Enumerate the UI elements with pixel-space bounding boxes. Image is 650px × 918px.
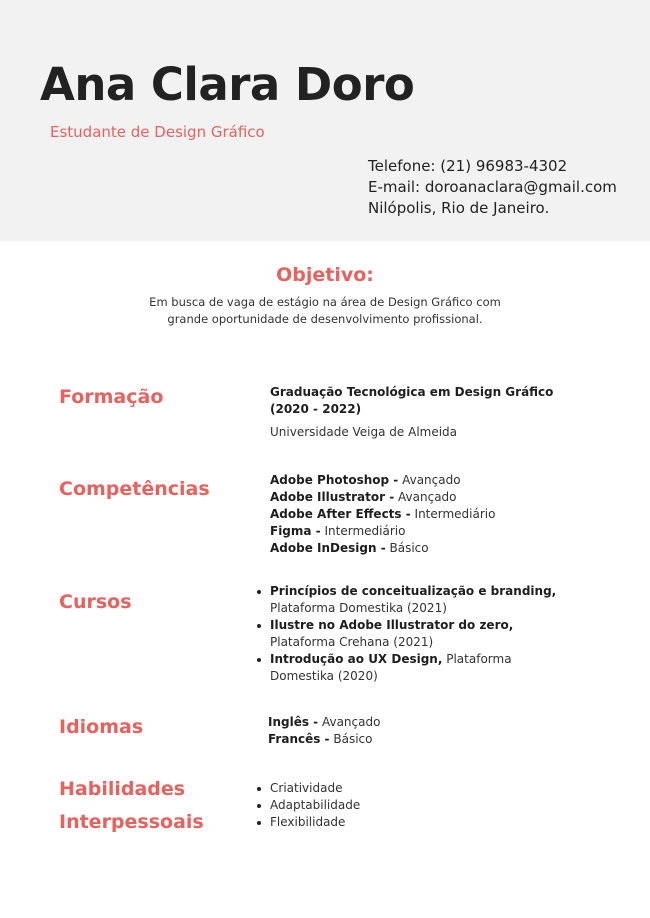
skill-item: Criatividade [270,780,360,797]
location-text: Nilópolis, Rio de Janeiro. [368,199,550,217]
formacao-body [270,384,553,441]
phone-text: Telefone: (21) 96983-4302 [368,157,568,175]
contact-info [368,156,617,219]
section-title-competencias: Competências [59,478,210,500]
competencias-list [270,472,495,557]
competency-item: Adobe Illustrator - Avançado [270,490,457,504]
section-title-formacao: Formação [59,386,164,408]
bullet-icon [257,821,261,825]
section-title-cursos: Cursos [59,591,132,613]
language-item: Francês - Básico [268,732,373,746]
course-item: Princípios de conceitualização e branding, Plataforma Domestika (2021) [270,583,556,617]
degree-name: Graduação Tecnológica em Design Gráfico [270,385,554,399]
email-text: E-mail: doroanaclara@gmail.com [368,178,617,196]
competency-item: Adobe After Effects - Intermediário [270,507,496,521]
skill-item: Adaptabilidade [270,797,360,814]
objective-text: Em busca de vaga de estágio na área de Design Gráfico com grande oportunidade de desenvolvimento profissional. [149,295,501,326]
degree-period: (2020 - 2022) [270,402,362,416]
section-title-idiomas: Idiomas [59,716,144,738]
competency-item: Adobe InDesign - Básico [270,541,429,555]
section-title-habilidades: Habilidades Interpessoais [59,778,204,833]
language-item: Inglês - Avançado [268,715,381,729]
competency-item: Figma - Intermediário [270,524,406,538]
skill-item: Flexibilidade [270,814,360,831]
course-item: Introdução ao UX Design, Plataforma Domestika (2020) [270,651,556,685]
course-item: Ilustre no Adobe Illustrator do zero, Plataforma Crehana (2021) [270,617,556,651]
objective-title: Objetivo: [276,264,374,286]
bullet-icon [257,787,261,791]
bullet-icon [257,804,261,808]
competency-item: Adobe Photoshop - Avançado [270,473,461,487]
candidate-name: Ana Clara Doro [40,58,415,111]
bullet-icon [257,590,261,594]
cursos-list [270,583,556,685]
bullet-icon [257,624,261,628]
idiomas-list [268,714,380,748]
habilidades-list [270,780,360,831]
candidate-subtitle: Estudante de Design Gráfico [50,123,265,141]
bullet-icon [257,658,261,662]
institution-name: Universidade Veiga de Almeida [270,425,458,439]
